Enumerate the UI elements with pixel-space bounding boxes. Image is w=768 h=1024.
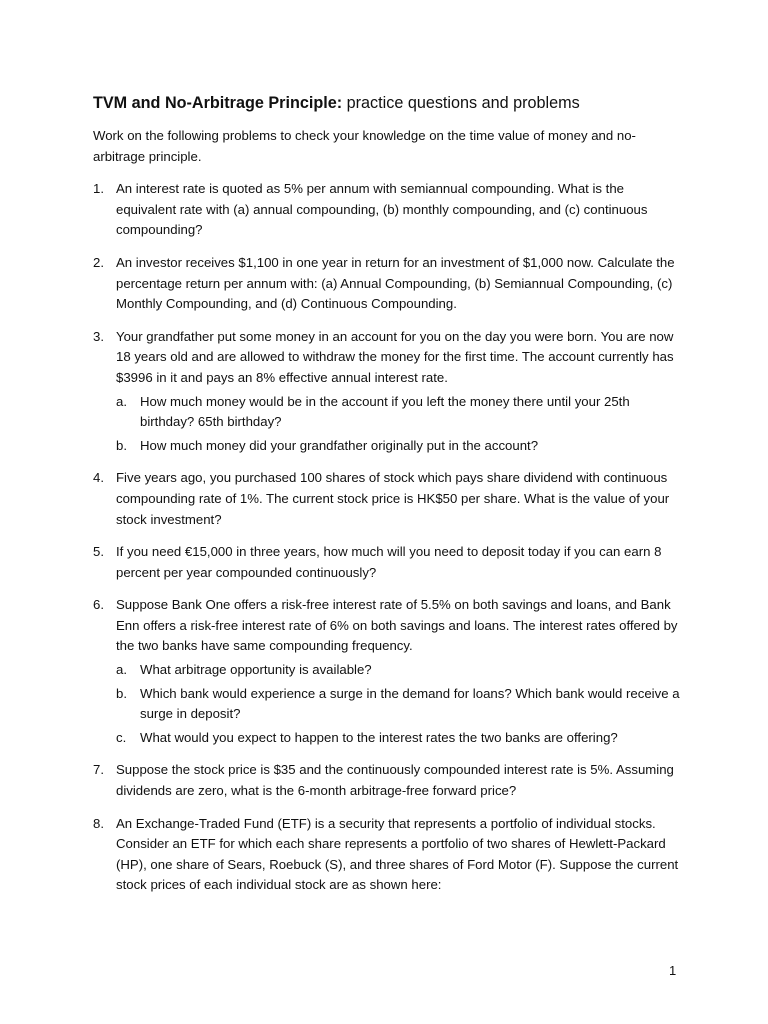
- problem-number: 6.: [93, 597, 104, 613]
- problem-text: Suppose Bank One offers a risk-free interest rate of 5.5% on both savings and loans, and Bank Enn offers a risk-free interest rate of 6% on both savings and loans. The interest rates offered by the two banks have same compounding frequency.: [116, 597, 678, 654]
- problem-number: 5.: [93, 544, 104, 560]
- problem-text: An Exchange-Traded Fund (ETF) is a security that represents a portfolio of individual stocks. Consider an ETF for which each share represents a portfolio of two shares of Hewlett-Packard (HP), one share of Sears, Roebuck (S), and three shares of Ford Motor (F). Suppose the current stock prices of each individual stock are as shown here:: [116, 815, 679, 893]
- subquestion-list: [116, 392, 683, 457]
- title-rest: practice questions and problems: [342, 94, 580, 112]
- subquestion-text: How much money would be in the account if you left the money there until your 25th birthday? 65th birthday?: [140, 393, 630, 430]
- problem-item: [93, 253, 683, 315]
- problem-text: If you need €15,000 in three years, how much will you need to deposit today if you can earn 8 percent per year compounded continuously?: [116, 544, 662, 580]
- subquestion-item: [116, 392, 683, 433]
- page-number: 1: [669, 963, 677, 978]
- problem-number: 3.: [93, 328, 104, 344]
- page-content: [93, 92, 683, 908]
- subquestion-text: Which bank would experience a surge in the demand for loans? Which bank would receive a surge in deposit?: [140, 685, 680, 722]
- subquestion-item: [116, 728, 683, 749]
- intro-paragraph: Work on the following problems to check your knowledge on the time value of money and no-arbitrage principle.: [93, 128, 636, 164]
- subquestion-letter: c.: [116, 729, 127, 745]
- problem-item: [93, 595, 683, 748]
- subquestion-list: [116, 660, 683, 748]
- problem-item: [93, 327, 683, 457]
- problem-text: Suppose the stock price is $35 and the continuously compounded interest rate is 5%. Assuming dividends are zero, what is the 6-month arbitrage-free forward price?: [116, 762, 674, 799]
- problem-number: 8.: [93, 815, 104, 831]
- problem-item: [93, 179, 683, 241]
- subquestion-text: What would you expect to happen to the interest rates the two banks are offering?: [140, 729, 618, 745]
- problem-number: 1.: [93, 181, 104, 197]
- subquestion-letter: b.: [116, 437, 127, 453]
- problem-item: [93, 760, 683, 801]
- problem-number: 7.: [93, 762, 104, 778]
- subquestion-item: [116, 436, 683, 457]
- problem-text: An interest rate is quoted as 5% per annum with semiannual compounding. What is the equivalent rate with (a) annual compounding, (b) monthly compounding, and (c) continuous compounding?: [116, 181, 648, 238]
- problem-list: [93, 179, 683, 896]
- problem-item: [93, 542, 683, 583]
- page-title: [93, 92, 683, 114]
- subquestion-letter: b.: [116, 685, 127, 701]
- subquestion-item: [116, 684, 683, 725]
- problem-text: Five years ago, you purchased 100 shares of stock which pays share dividend with continuous compounding rate of 1%. The current stock price is HK$50 per share. What is the value of your stock investment?: [116, 470, 670, 527]
- problem-text: Your grandfather put some money in an account for you on the day you were born. You are now 18 years old and are allowed to withdraw the money for the first time. The account currently has $3996 in it and pays an 8% effective annual interest rate.: [116, 328, 674, 385]
- title-bold: TVM and No-Arbitrage Principle:: [93, 94, 343, 112]
- subquestion-letter: a.: [116, 662, 127, 678]
- problem-number: 2.: [93, 254, 104, 270]
- problem-item: [93, 468, 683, 530]
- subquestion-text: How much money did your grandfather originally put in the account?: [140, 437, 539, 453]
- problem-number: 4.: [93, 470, 104, 486]
- subquestion-item: [116, 660, 683, 681]
- problem-item: [93, 814, 683, 896]
- problem-text: An investor receives $1,100 in one year in return for an investment of $1,000 now. Calculate the percentage return per annum with: (a) Annual Compounding, (b) Semiannual Compounding, (c) Monthly Compounding, and (d) Continuous Compounding.: [116, 254, 675, 312]
- subquestion-text: What arbitrage opportunity is available?: [140, 662, 372, 678]
- subquestion-letter: a.: [116, 393, 127, 409]
